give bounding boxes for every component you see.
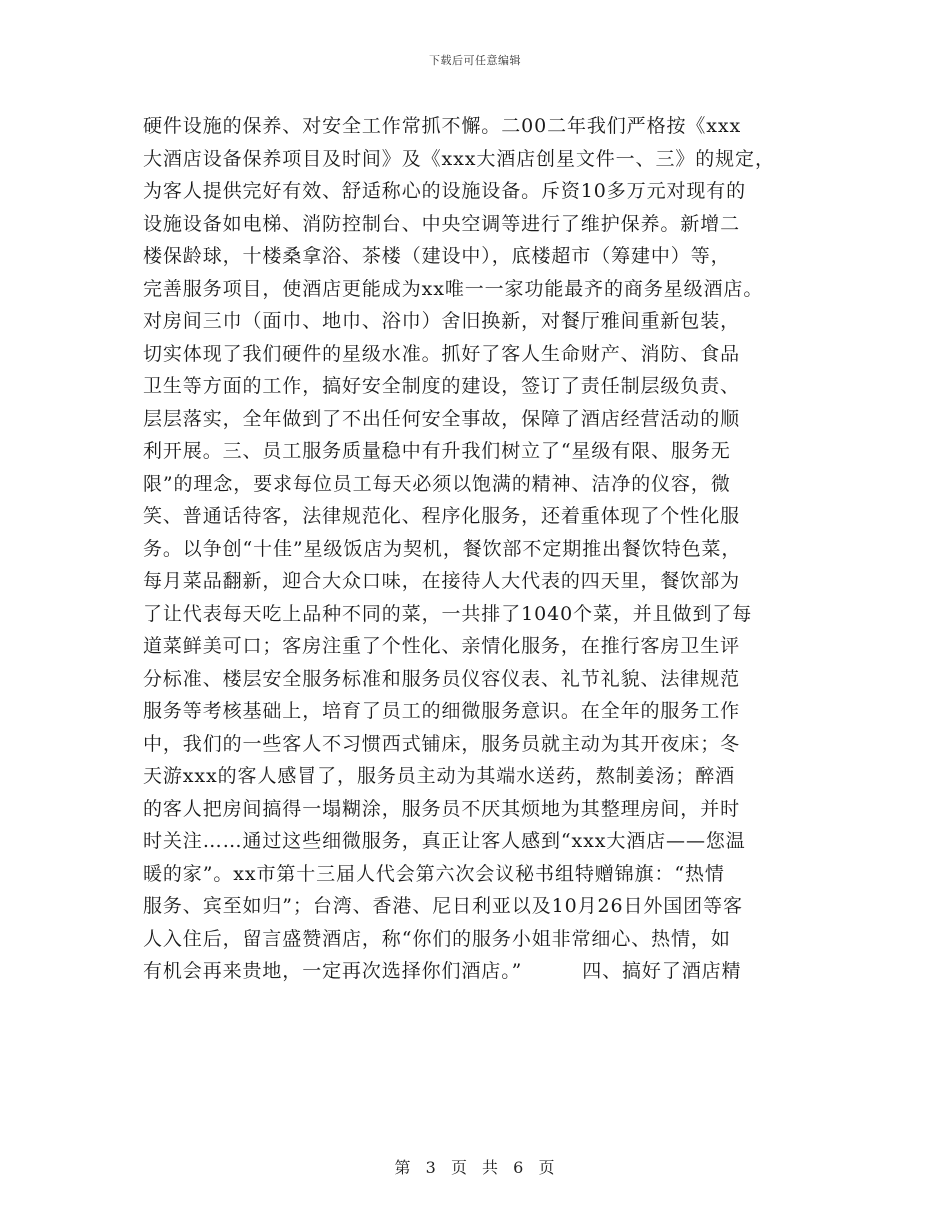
body-line: 人入住后，留言盛赞酒店，称“你们的服务小姐非常细心、热情，如 — [143, 927, 731, 950]
body-line: 硬件设施的保养、对安全工作常抓不懈。二00二年我们严格按《xxx — [143, 115, 742, 137]
page-footer — [0, 1155, 950, 1178]
body-line: 利开展。三、员工服务质量稳中有升我们树立了“星级有限、服务无 — [143, 440, 731, 462]
body-text — [143, 110, 823, 988]
body-line: 道菜鲜美可口；客房注重了个性化、亲情化服务，在推行客房卫生评 — [143, 635, 741, 657]
body-line: 完善服务项目，使酒店更能成为xx唯一一家功能最齐的商务星级酒店。 — [143, 277, 764, 300]
body-line: 每月菜品翻新，迎合大众口味，在接待人大代表的四天里，餐饮部为 — [143, 570, 741, 592]
body-line: 天游xxx的客人感冒了，服务员主动为其端水送药，熬制姜汤；醉酒 — [143, 765, 736, 787]
footer-total-word: 共 — [482, 1158, 500, 1177]
body-line: 楼保龄球，十楼桑拿浴、茶楼（建设中），底楼超市（筹建中）等， — [143, 245, 731, 267]
body-line: 的客人把房间搞得一塌糊涂，服务员不厌其烦地为其整理房间，并时 — [143, 797, 741, 820]
body-line: 设施设备如电梯、消防控制台、中央空调等进行了维护保养。新增二 — [143, 212, 741, 235]
body-line: 切实体现了我们硬件的星级水准。抓好了客人生命财产、消防、食品 — [143, 342, 741, 365]
body-line: 了让代表每天吃上品种不同的菜，一共排了1040个菜，并且做到了每 — [143, 602, 753, 625]
body-line: 大酒店设备保养项目及时间》及《xxx大酒店创星文件一、三》的规定， — [143, 147, 775, 170]
body-line-last — [143, 955, 823, 988]
body-line: 分标准、楼层安全服务标准和服务员仪容仪表、礼节礼貌、法律规范 — [143, 667, 741, 690]
footer-prefix: 第 — [394, 1158, 412, 1177]
body-line: 服务、宾至如归”；台湾、香港、尼日利亚以及10月26日外国团等客 — [143, 895, 743, 917]
footer-total-pages: 6 — [513, 1158, 525, 1177]
footer-page-word: 页 — [450, 1158, 468, 1177]
body-line: 对房间三巾（面巾、地巾、浴巾）舍旧换新，对餐厅雅间重新包装， — [143, 310, 741, 332]
body-line: 时关注……通过这些细微服务，真正让客人感到“xxx大酒店——您温 — [143, 830, 746, 852]
footer-page-number: 3 — [425, 1158, 437, 1177]
body-line: 层层落实，全年做到了不出任何安全事故，保障了酒店经营活动的顺 — [143, 407, 741, 430]
page-header-note: 下载后可任意编辑 — [429, 54, 521, 67]
body-line: 限”的理念，要求每位员工每天必须以饱满的精神、洁净的仪容，微 — [143, 472, 731, 495]
body-line: 为客人提供完好有效、舒适称心的设施设备。斥资10多万元对现有的 — [143, 180, 747, 202]
footer-suffix: 页 — [538, 1158, 556, 1177]
body-line: 卫生等方面的工作，搞好安全制度的建设，签订了责任制层级负责、 — [143, 375, 741, 397]
body-line: 服务等考核基础上，培育了员工的细微服务意识。在全年的服务工作 — [143, 700, 741, 722]
body-line: 中，我们的一些客人不习惯西式铺床，服务员就主动为其开夜床；冬 — [143, 732, 741, 755]
body-line: 笑、普通话待客，法律规范化、程序化服务，还着重体现了个性化服 — [143, 505, 741, 527]
body-line-last-part-b: 四、搞好了酒店精 — [582, 960, 742, 982]
body-line-last-part-a: 有机会再来贵地，一定再次选择你们酒店。” — [143, 960, 523, 982]
body-line: 暖的家”。xx市第十三届人代会第六次会议秘书组特赠锦旗：“热情 — [143, 862, 725, 885]
body-line: 务。以争创“十佳”星级饭店为契机，餐饮部不定期推出餐饮特色菜， — [143, 537, 742, 560]
